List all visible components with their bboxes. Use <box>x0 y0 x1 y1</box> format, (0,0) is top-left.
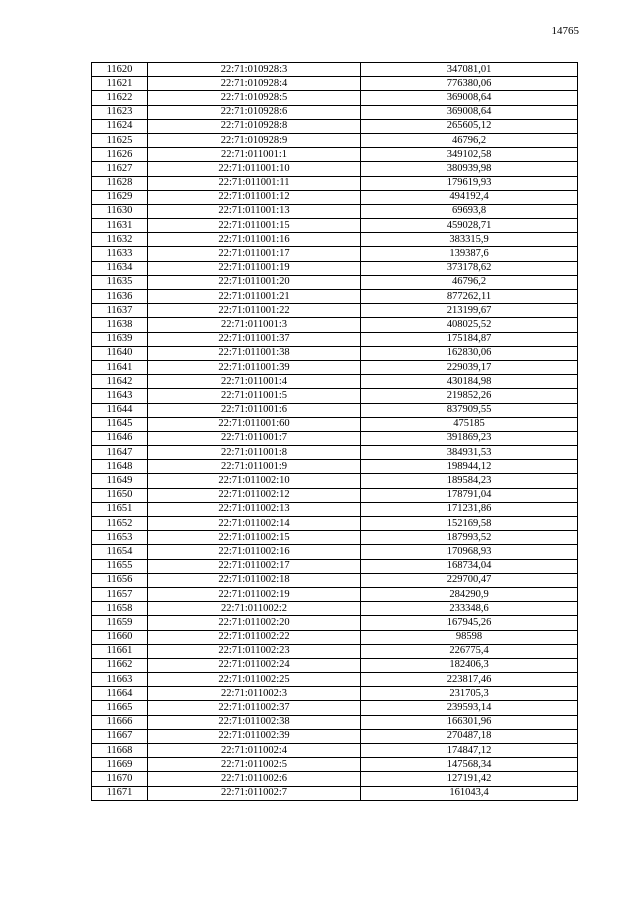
table-row <box>92 602 578 616</box>
row-number-cell: 11670 <box>92 772 148 786</box>
table-row <box>92 431 578 445</box>
table-row <box>92 176 578 190</box>
cadastral-number-cell: 22:71:011002:20 <box>148 616 361 630</box>
cadastral-value-cell: 170968,93 <box>361 545 578 559</box>
cadastral-value-cell: 270487,18 <box>361 729 578 743</box>
cadastral-number-cell: 22:71:011002:38 <box>148 715 361 729</box>
table-row <box>92 786 578 800</box>
cadastral-number-cell: 22:71:011001:8 <box>148 446 361 460</box>
row-number-cell: 11624 <box>92 119 148 133</box>
cadastral-number-cell: 22:71:011001:16 <box>148 233 361 247</box>
table-row <box>92 559 578 573</box>
cadastral-value-cell: 178791,04 <box>361 488 578 502</box>
row-number-cell: 11621 <box>92 77 148 91</box>
table-row <box>92 318 578 332</box>
cadastral-number-cell: 22:71:011002:19 <box>148 587 361 601</box>
cadastral-number-cell: 22:71:011001:38 <box>148 346 361 360</box>
cadastral-number-cell: 22:71:011002:25 <box>148 673 361 687</box>
row-number-cell: 11661 <box>92 644 148 658</box>
cadastral-value-cell: 166301,96 <box>361 715 578 729</box>
cadastral-value-cell: 349102,58 <box>361 148 578 162</box>
cadastral-value-cell: 383315,9 <box>361 233 578 247</box>
cadastral-value-cell: 69693,8 <box>361 204 578 218</box>
cadastral-value-cell: 408025,52 <box>361 318 578 332</box>
table-row <box>92 389 578 403</box>
table-row <box>92 63 578 77</box>
cadastral-number-cell: 22:71:011001:7 <box>148 431 361 445</box>
table-row <box>92 346 578 360</box>
table-row <box>92 460 578 474</box>
row-number-cell: 11632 <box>92 233 148 247</box>
cadastral-value-cell: 776380,06 <box>361 77 578 91</box>
row-number-cell: 11644 <box>92 403 148 417</box>
cadastral-value-cell: 459028,71 <box>361 219 578 233</box>
row-number-cell: 11649 <box>92 474 148 488</box>
table-row <box>92 261 578 275</box>
cadastral-number-cell: 22:71:011002:24 <box>148 658 361 672</box>
cadastral-number-cell: 22:71:011001:9 <box>148 460 361 474</box>
row-number-cell: 11637 <box>92 304 148 318</box>
row-number-cell: 11666 <box>92 715 148 729</box>
table-row <box>92 573 578 587</box>
row-number-cell: 11620 <box>92 63 148 77</box>
row-number-cell: 11623 <box>92 105 148 119</box>
cadastral-number-cell: 22:71:011001:20 <box>148 275 361 289</box>
table-row <box>92 687 578 701</box>
row-number-cell: 11663 <box>92 673 148 687</box>
table-row <box>92 290 578 304</box>
row-number-cell: 11665 <box>92 701 148 715</box>
cadastral-number-cell: 22:71:011002:7 <box>148 786 361 800</box>
row-number-cell: 11646 <box>92 431 148 445</box>
cadastral-number-cell: 22:71:011002:17 <box>148 559 361 573</box>
row-number-cell: 11635 <box>92 275 148 289</box>
cadastral-number-cell: 22:71:011001:22 <box>148 304 361 318</box>
cadastral-number-cell: 22:71:011002:22 <box>148 630 361 644</box>
table-row <box>92 488 578 502</box>
cadastral-value-cell: 391869,23 <box>361 431 578 445</box>
row-number-cell: 11639 <box>92 332 148 346</box>
cadastral-number-cell: 22:71:010928:4 <box>148 77 361 91</box>
cadastral-number-cell: 22:71:011001:6 <box>148 403 361 417</box>
table-row <box>92 446 578 460</box>
table-row <box>92 531 578 545</box>
table-row <box>92 758 578 772</box>
row-number-cell: 11629 <box>92 190 148 204</box>
row-number-cell: 11653 <box>92 531 148 545</box>
cadastral-value-cell: 347081,01 <box>361 63 578 77</box>
row-number-cell: 11647 <box>92 446 148 460</box>
cadastral-number-cell: 22:71:011001:3 <box>148 318 361 332</box>
cadastral-value-cell: 174847,12 <box>361 744 578 758</box>
row-number-cell: 11654 <box>92 545 148 559</box>
cadastral-number-cell: 22:71:010928:5 <box>148 91 361 105</box>
cadastral-number-cell: 22:71:011001:39 <box>148 360 361 374</box>
row-number-cell: 11625 <box>92 133 148 147</box>
table-row <box>92 204 578 218</box>
row-number-cell: 11660 <box>92 630 148 644</box>
row-number-cell: 11628 <box>92 176 148 190</box>
cadastral-value-cell: 147568,34 <box>361 758 578 772</box>
table-row <box>92 247 578 261</box>
table-row <box>92 502 578 516</box>
cadastral-value-cell: 168734,04 <box>361 559 578 573</box>
cadastral-value-cell: 494192,4 <box>361 190 578 204</box>
cadastral-value-cell: 98598 <box>361 630 578 644</box>
table-row <box>92 190 578 204</box>
cadastral-value-cell: 162830,06 <box>361 346 578 360</box>
cadastral-number-cell: 22:71:011002:5 <box>148 758 361 772</box>
table-row <box>92 772 578 786</box>
cadastral-number-cell: 22:71:011001:19 <box>148 261 361 275</box>
row-number-cell: 11634 <box>92 261 148 275</box>
cadastral-value-cell: 229700,47 <box>361 573 578 587</box>
table-row <box>92 744 578 758</box>
cadastral-value-cell: 837909,55 <box>361 403 578 417</box>
table-row <box>92 119 578 133</box>
cadastral-number-cell: 22:71:011002:3 <box>148 687 361 701</box>
table-row <box>92 673 578 687</box>
row-number-cell: 11633 <box>92 247 148 261</box>
cadastral-value-cell: 187993,52 <box>361 531 578 545</box>
cadastral-number-cell: 22:71:011002:37 <box>148 701 361 715</box>
cadastral-value-cell: 284290,9 <box>361 587 578 601</box>
row-number-cell: 11652 <box>92 517 148 531</box>
cadastral-value-cell: 229039,17 <box>361 360 578 374</box>
cadastral-number-cell: 22:71:011002:16 <box>148 545 361 559</box>
cadastral-value-cell: 219852,26 <box>361 389 578 403</box>
table-body <box>92 63 578 801</box>
row-number-cell: 11641 <box>92 360 148 374</box>
table-row <box>92 474 578 488</box>
cadastral-value-cell: 373178,62 <box>361 261 578 275</box>
row-number-cell: 11655 <box>92 559 148 573</box>
row-number-cell: 11636 <box>92 290 148 304</box>
row-number-cell: 11648 <box>92 460 148 474</box>
cadastral-number-cell: 22:71:011001:37 <box>148 332 361 346</box>
row-number-cell: 11650 <box>92 488 148 502</box>
row-number-cell: 11651 <box>92 502 148 516</box>
table-row <box>92 219 578 233</box>
row-number-cell: 11622 <box>92 91 148 105</box>
cadastral-number-cell: 22:71:011002:10 <box>148 474 361 488</box>
cadastral-value-cell: 152169,58 <box>361 517 578 531</box>
row-number-cell: 11631 <box>92 219 148 233</box>
cadastral-value-cell: 127191,42 <box>361 772 578 786</box>
cadastral-value-cell: 182406,3 <box>361 658 578 672</box>
cadastral-number-cell: 22:71:011001:4 <box>148 375 361 389</box>
table-row <box>92 233 578 247</box>
cadastral-number-cell: 22:71:011001:11 <box>148 176 361 190</box>
table-row <box>92 91 578 105</box>
cadastral-number-cell: 22:71:011001:5 <box>148 389 361 403</box>
cadastral-value-cell: 171231,86 <box>361 502 578 516</box>
cadastral-number-cell: 22:71:011001:15 <box>148 219 361 233</box>
table-row <box>92 148 578 162</box>
table-row <box>92 517 578 531</box>
table-row <box>92 403 578 417</box>
cadastral-value-cell: 369008,64 <box>361 105 578 119</box>
cadastral-value-cell: 233348,6 <box>361 602 578 616</box>
row-number-cell: 11630 <box>92 204 148 218</box>
cadastral-value-cell: 380939,98 <box>361 162 578 176</box>
cadastral-number-cell: 22:71:011001:12 <box>148 190 361 204</box>
cadastral-number-cell: 22:71:011002:18 <box>148 573 361 587</box>
table-row <box>92 701 578 715</box>
cadastral-number-cell: 22:71:011001:1 <box>148 148 361 162</box>
cadastral-value-cell: 223817,46 <box>361 673 578 687</box>
row-number-cell: 11667 <box>92 729 148 743</box>
cadastral-value-cell: 161043,4 <box>361 786 578 800</box>
cadastral-value-cell: 175184,87 <box>361 332 578 346</box>
cadastral-value-cell: 198944,12 <box>361 460 578 474</box>
cadastral-number-cell: 22:71:011001:17 <box>148 247 361 261</box>
cadastral-value-cell: 430184,98 <box>361 375 578 389</box>
row-number-cell: 11642 <box>92 375 148 389</box>
row-number-cell: 11659 <box>92 616 148 630</box>
row-number-cell: 11671 <box>92 786 148 800</box>
cadastral-value-cell: 179619,93 <box>361 176 578 190</box>
cadastral-number-cell: 22:71:011002:12 <box>148 488 361 502</box>
cadastral-number-cell: 22:71:011001:13 <box>148 204 361 218</box>
cadastral-value-cell: 877262,11 <box>361 290 578 304</box>
table-row <box>92 644 578 658</box>
cadastral-value-cell: 231705,3 <box>361 687 578 701</box>
cadastral-value-cell: 226775,4 <box>361 644 578 658</box>
cadastral-number-cell: 22:71:010928:9 <box>148 133 361 147</box>
cadastral-number-cell: 22:71:011001:21 <box>148 290 361 304</box>
cadastral-number-cell: 22:71:011002:6 <box>148 772 361 786</box>
cadastral-value-cell: 213199,67 <box>361 304 578 318</box>
table-row <box>92 729 578 743</box>
cadastral-number-cell: 22:71:010928:6 <box>148 105 361 119</box>
row-number-cell: 11640 <box>92 346 148 360</box>
table-row <box>92 715 578 729</box>
cadastral-number-cell: 22:71:011002:15 <box>148 531 361 545</box>
cadastral-value-cell: 189584,23 <box>361 474 578 488</box>
table-row <box>92 162 578 176</box>
row-number-cell: 11669 <box>92 758 148 772</box>
table-row <box>92 630 578 644</box>
cadastral-value-cell: 139387,6 <box>361 247 578 261</box>
cadastral-value-cell: 475185 <box>361 417 578 431</box>
cadastral-value-cell: 167945,26 <box>361 616 578 630</box>
cadastral-value-cell: 46796,2 <box>361 133 578 147</box>
row-number-cell: 11643 <box>92 389 148 403</box>
cadastral-number-cell: 22:71:011002:23 <box>148 644 361 658</box>
cadastre-value-table <box>91 62 578 801</box>
row-number-cell: 11645 <box>92 417 148 431</box>
row-number-cell: 11656 <box>92 573 148 587</box>
cadastral-value-cell: 239593,14 <box>361 701 578 715</box>
cadastral-number-cell: 22:71:011002:14 <box>148 517 361 531</box>
table-row <box>92 616 578 630</box>
row-number-cell: 11626 <box>92 148 148 162</box>
table-row <box>92 360 578 374</box>
table-row <box>92 658 578 672</box>
cadastral-number-cell: 22:71:010928:8 <box>148 119 361 133</box>
row-number-cell: 11657 <box>92 587 148 601</box>
row-number-cell: 11658 <box>92 602 148 616</box>
page-number: 14765 <box>551 25 579 37</box>
table-row <box>92 332 578 346</box>
cadastral-number-cell: 22:71:011002:13 <box>148 502 361 516</box>
table-row <box>92 375 578 389</box>
cadastral-number-cell: 22:71:011002:4 <box>148 744 361 758</box>
row-number-cell: 11627 <box>92 162 148 176</box>
table-row <box>92 275 578 289</box>
table-row <box>92 587 578 601</box>
cadastral-value-cell: 46796,2 <box>361 275 578 289</box>
cadastral-value-cell: 384931,53 <box>361 446 578 460</box>
table-row <box>92 545 578 559</box>
cadastral-number-cell: 22:71:011002:39 <box>148 729 361 743</box>
cadastral-number-cell: 22:71:010928:3 <box>148 63 361 77</box>
row-number-cell: 11664 <box>92 687 148 701</box>
cadastral-value-cell: 265605,12 <box>361 119 578 133</box>
table-row <box>92 77 578 91</box>
table-row <box>92 105 578 119</box>
cadastral-number-cell: 22:71:011001:60 <box>148 417 361 431</box>
table-row <box>92 304 578 318</box>
row-number-cell: 11662 <box>92 658 148 672</box>
cadastral-number-cell: 22:71:011002:2 <box>148 602 361 616</box>
row-number-cell: 11638 <box>92 318 148 332</box>
cadastral-number-cell: 22:71:011001:10 <box>148 162 361 176</box>
cadastral-value-cell: 369008,64 <box>361 91 578 105</box>
table-row <box>92 133 578 147</box>
table-row <box>92 417 578 431</box>
row-number-cell: 11668 <box>92 744 148 758</box>
